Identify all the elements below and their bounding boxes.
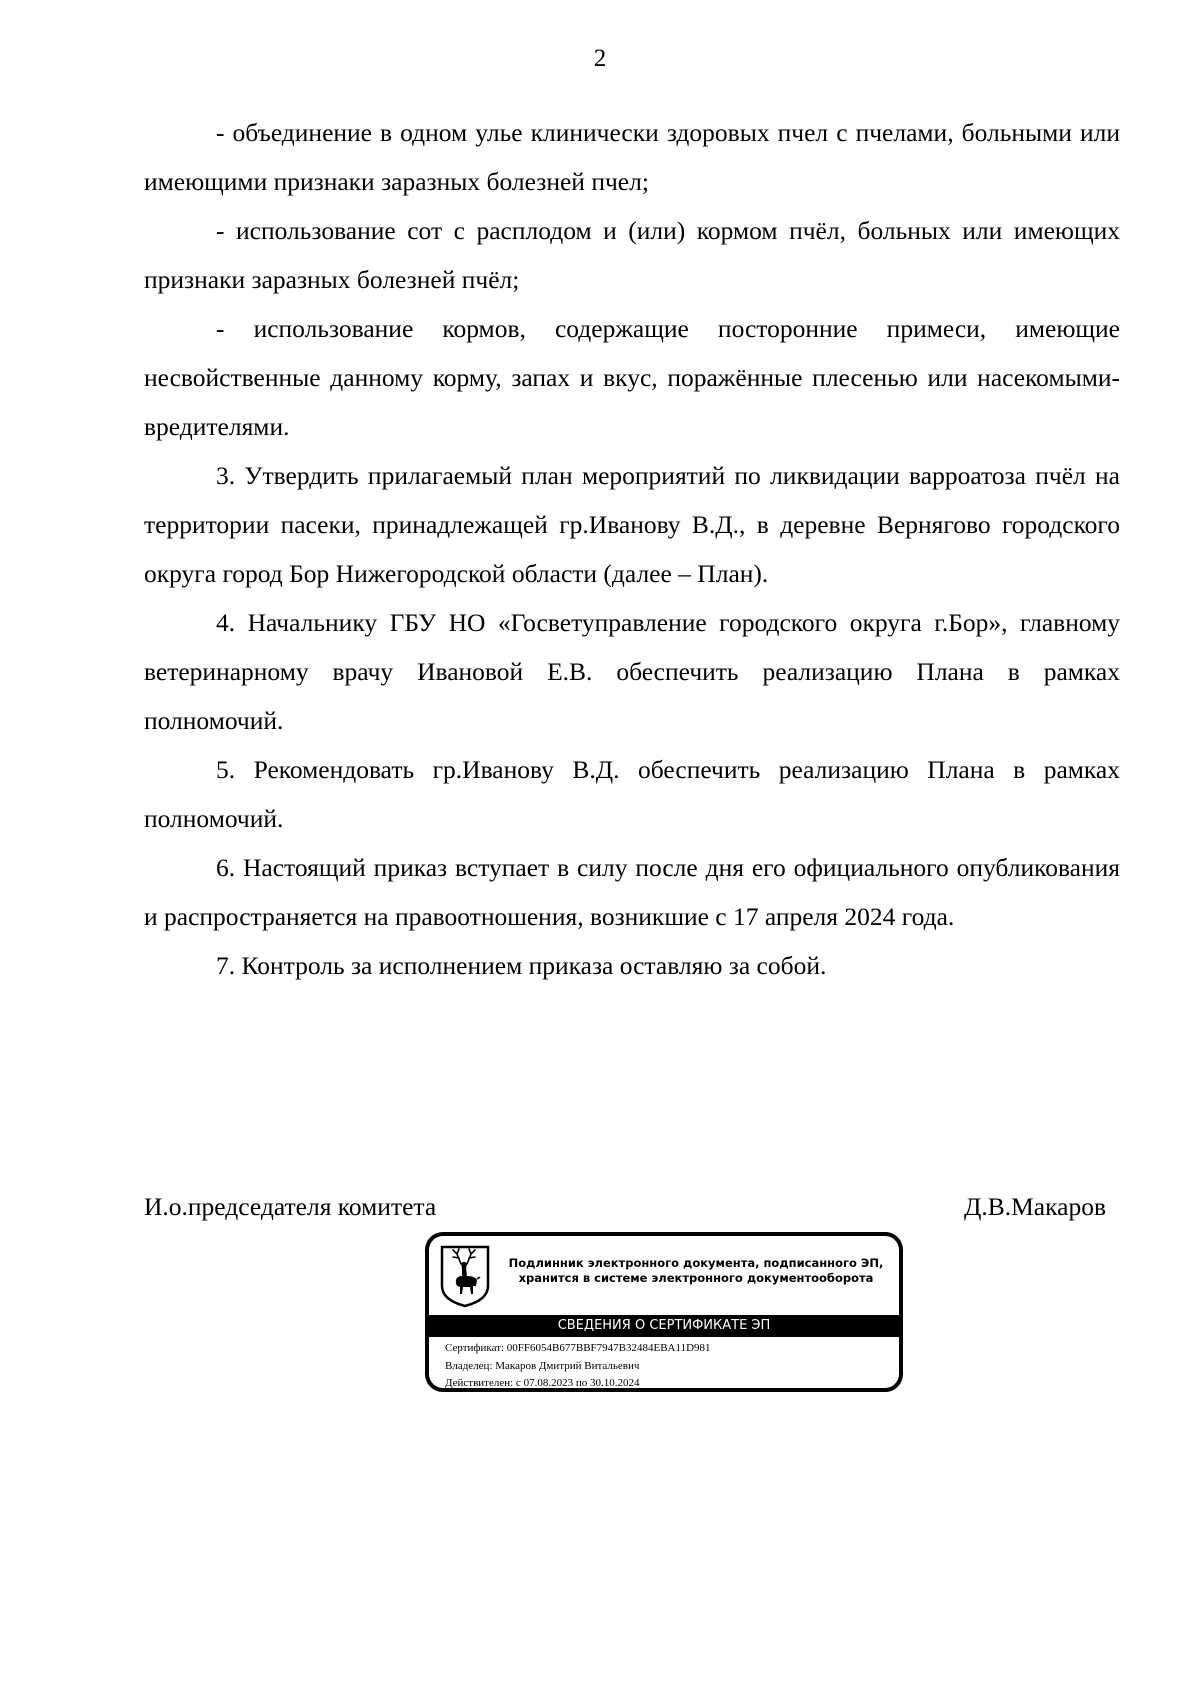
paragraph-item-5: 5. Рекомендовать гр.Иванову В.Д. обеспечить реализацию Плана в рамках полномочий.	[144, 755, 1120, 833]
signatory-name: Д.В.Макаров	[963, 1192, 1106, 1221]
stamp-details	[445, 1340, 885, 1392]
deer-emblem-icon	[439, 1244, 491, 1308]
paragraph-bullet-1: - объединение в одном улье клинически здоровых пчел с пчелами, больными или имеющими признаки заразных болезней пчел;	[144, 118, 1120, 196]
stamp-certificate: Сертификат: 00FF6054B677BBF7947B32484EBA11D981	[445, 1342, 711, 1354]
paragraph-item-6: 6. Настоящий приказ вступает в силу после дня его официального опубликования и распространяется на правоотношения, возникшие с 17 апреля 2024 года.	[144, 853, 1120, 931]
paragraph-bullet-3: - использование кормов, содержащие посторонние примеси, имеющие несвойственные данному корму, запах и вкус, поражённые плесенью или насекомыми-вредителями.	[144, 314, 1120, 441]
stamp-header	[429, 1236, 899, 1315]
paragraph-item-7: 7. Контроль за исполнением приказа оставляю за собой.	[216, 951, 827, 980]
document-body	[144, 108, 1120, 990]
stamp-title: СВЕДЕНИЯ О СЕРТИФИКАТЕ ЭП	[429, 1315, 899, 1337]
stamp-header-line-2: хранится в системе электронного документооборота	[518, 1271, 874, 1285]
paragraph-item-4: 4. Начальнику ГБУ НО «Госветуправление городского округа г.Бор», главному ветеринарному врачу Ивановой Е.В. обеспечить реализацию Плана в рамках полномочий.	[144, 608, 1120, 735]
paragraph-item-3: 3. Утвердить прилагаемый план мероприятий по ликвидации варроатоза пчёл на территории пасеки, принадлежащей гр.Иванову В.Д., в деревне Вернягово городского округа город Бор Нижегородской области (далее – План).	[144, 461, 1120, 588]
stamp-header-text	[501, 1256, 891, 1286]
signatory-position: И.о.председателя комитета	[144, 1192, 437, 1221]
stamp-valid: Действителен: с 07.08.2023 по 30.10.2024	[445, 1377, 640, 1389]
stamp-header-line-1: Подлинник электронного документа, подписанного ЭП,	[508, 1256, 884, 1270]
electronic-signature-stamp	[425, 1232, 903, 1392]
paragraph-bullet-2: - использование сот с расплодом и (или) кормом пчёл, больных или имеющих признаки заразных болезней пчёл;	[144, 216, 1120, 294]
stamp-owner: Владелец: Макаров Дмитрий Витальевич	[445, 1359, 640, 1372]
signature-block	[144, 1190, 1106, 1224]
page-number: 2	[593, 45, 607, 72]
